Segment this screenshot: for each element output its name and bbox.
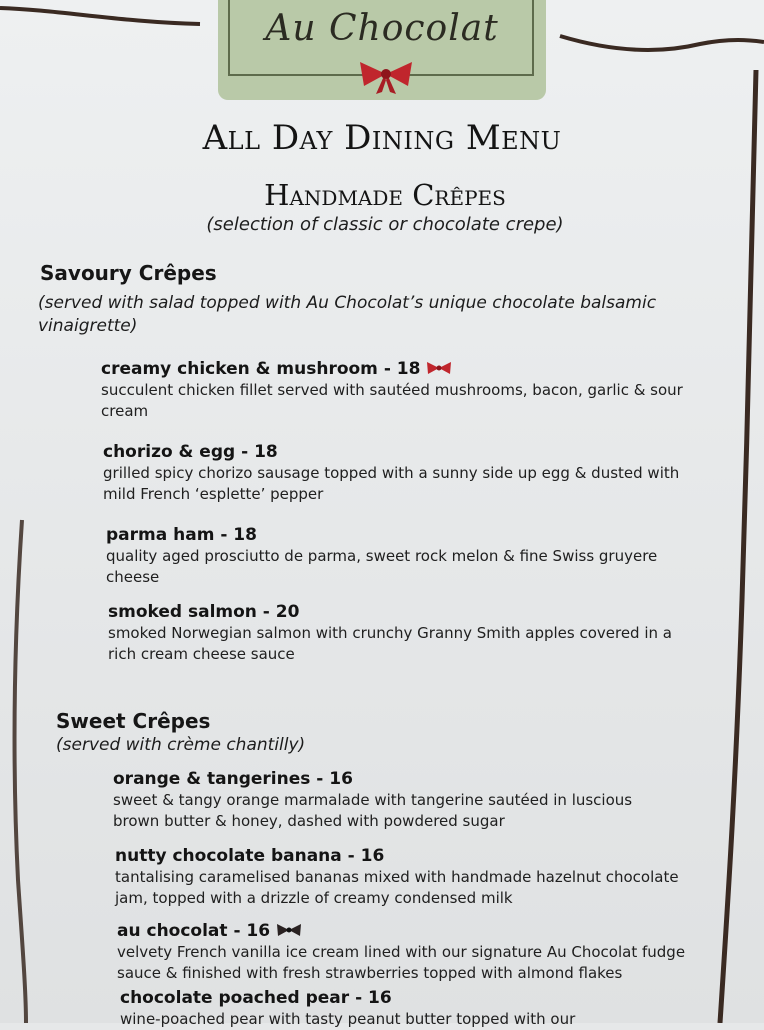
menu-item bbox=[101, 358, 701, 422]
red-bow-icon bbox=[354, 56, 418, 96]
menu-item-name: chocolate poached pear - 16 bbox=[120, 988, 392, 1008]
menu-item bbox=[120, 987, 680, 1030]
red-bow-icon bbox=[276, 923, 302, 937]
menu-item-name: orange & tangerines - 16 bbox=[113, 769, 353, 789]
menu-item-description: tantalising caramelised bananas mixed with handmade hazelnut chocolate jam, topped with a drizzle of creamy condensed milk bbox=[115, 868, 679, 907]
subtitle-note: (selection of classic or chocolate crepe) bbox=[206, 214, 564, 235]
menu-item-name: au chocolat - 16 bbox=[117, 920, 687, 942]
menu-item-name: chorizo & egg - 18 bbox=[103, 442, 278, 462]
menu-item-description: smoked Norwegian salmon with crunchy Granny Smith apples covered in a rich cream cheese sauce bbox=[108, 624, 672, 663]
section-note-savoury: (served with salad topped with Au Chocolat’s unique chocolate balsamic vinaigrette) bbox=[38, 293, 657, 336]
logo-plaque bbox=[218, 0, 546, 100]
menu-title: All Day Dining Menu bbox=[202, 118, 562, 158]
section-heading-savoury: Savoury Crêpes bbox=[40, 261, 217, 285]
logo-text: Au Chocolat bbox=[265, 8, 499, 49]
menu-item bbox=[117, 920, 687, 984]
menu-item-description: velvety French vanilla ice cream lined with our signature Au Chocolat fudge sauce & finished with fresh strawberries topped with almond flakes bbox=[117, 943, 686, 982]
menu-item-name: parma ham - 18 bbox=[106, 525, 257, 545]
section-note-sweet: (served with crème chantilly) bbox=[56, 735, 306, 755]
menu-item-description: grilled spicy chorizo sausage topped with a sunny side up egg & dusted with mild French ‘esplette’ pepper bbox=[103, 464, 680, 503]
menu-item bbox=[103, 441, 693, 505]
menu-item-description: wine-poached pear with tasty peanut butter topped with our bbox=[120, 1010, 576, 1028]
menu-item-name: creamy chicken & mushroom - 18 bbox=[101, 358, 701, 380]
menu-item-description: quality aged prosciutto de parma, sweet rock melon & fine Swiss gruyere cheese bbox=[106, 547, 658, 586]
menu-item-description: sweet & tangy orange marmalade with tangerine sautéed in luscious brown butter & honey, dashed with powdered sugar bbox=[113, 791, 633, 830]
menu-item bbox=[115, 845, 690, 909]
menu-subtitle: Handmade Crêpes bbox=[264, 178, 506, 212]
menu-item bbox=[108, 601, 693, 665]
menu-item-name: nutty chocolate banana - 16 bbox=[115, 846, 385, 866]
red-bow-icon bbox=[426, 361, 452, 375]
section-heading-sweet: Sweet Crêpes bbox=[56, 709, 211, 733]
menu-item-description: succulent chicken fillet served with sautéed mushrooms, bacon, garlic & sour cream bbox=[101, 381, 683, 420]
menu-item bbox=[106, 524, 691, 588]
menu-item bbox=[113, 768, 673, 832]
menu-item-name: smoked salmon - 20 bbox=[108, 602, 300, 622]
